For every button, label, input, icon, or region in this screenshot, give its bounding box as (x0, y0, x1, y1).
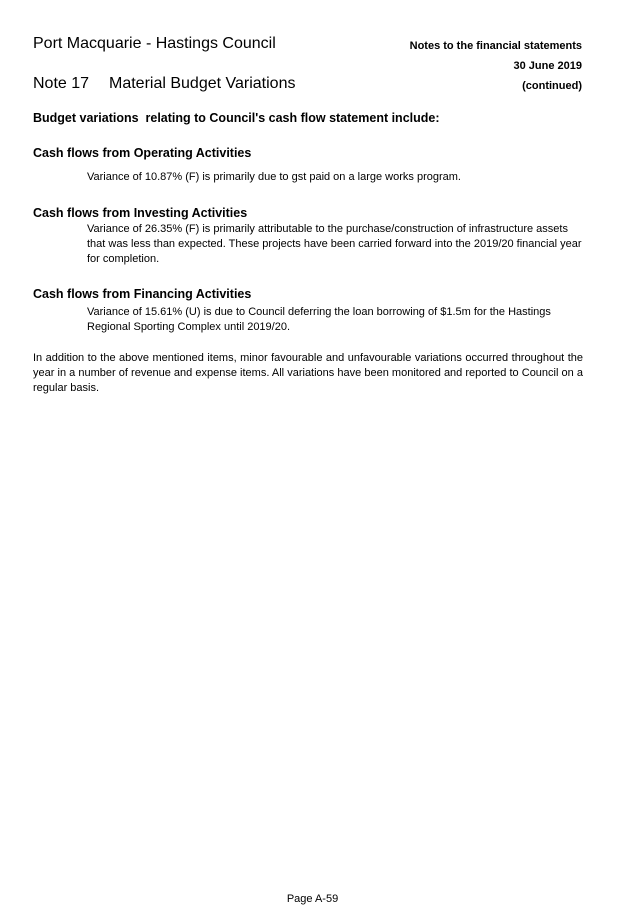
operating-heading: Cash flows from Operating Activities (33, 146, 252, 160)
continued-label: (continued) (522, 80, 582, 92)
statement-date: 30 June 2019 (513, 60, 582, 72)
council-name: Port Macquarie - Hastings Council (33, 35, 276, 52)
financing-body: Variance of 15.61% (U) is due to Council deferring the loan borrowing of $1.5m for the Hastings Regional Sporting Complex until 2019/20. (87, 306, 551, 333)
financing-heading: Cash flows from Financing Activities (33, 287, 252, 301)
investing-heading: Cash flows from Investing Activities (33, 206, 248, 220)
note-title: Material Budget Variations (109, 75, 296, 92)
page-number: Page A-59 (286, 893, 339, 905)
notes-heading: Notes to the financial statements (409, 40, 582, 52)
note-title-row (33, 75, 295, 93)
intro-heading: Budget variations relating to Council's cash flow statement include: (33, 111, 440, 125)
investing-body: Variance of 26.35% (F) is primarily attributable to the purchase/construction of infrastructure assets that was less than expected. These projects have been carried forward into the 2019/20 financial year for completion. (87, 223, 582, 265)
note-number: Note 17 (33, 75, 90, 92)
closing-paragraph: In addition to the above mentioned items, minor favourable and unfavourable variations occurred throughout the year in a number of revenue and expense items. All variations have been monitored and reported to Council on a regular basis. (33, 352, 583, 394)
operating-body: Variance of 10.87% (F) is primarily due to gst paid on a large works program. (87, 171, 461, 183)
